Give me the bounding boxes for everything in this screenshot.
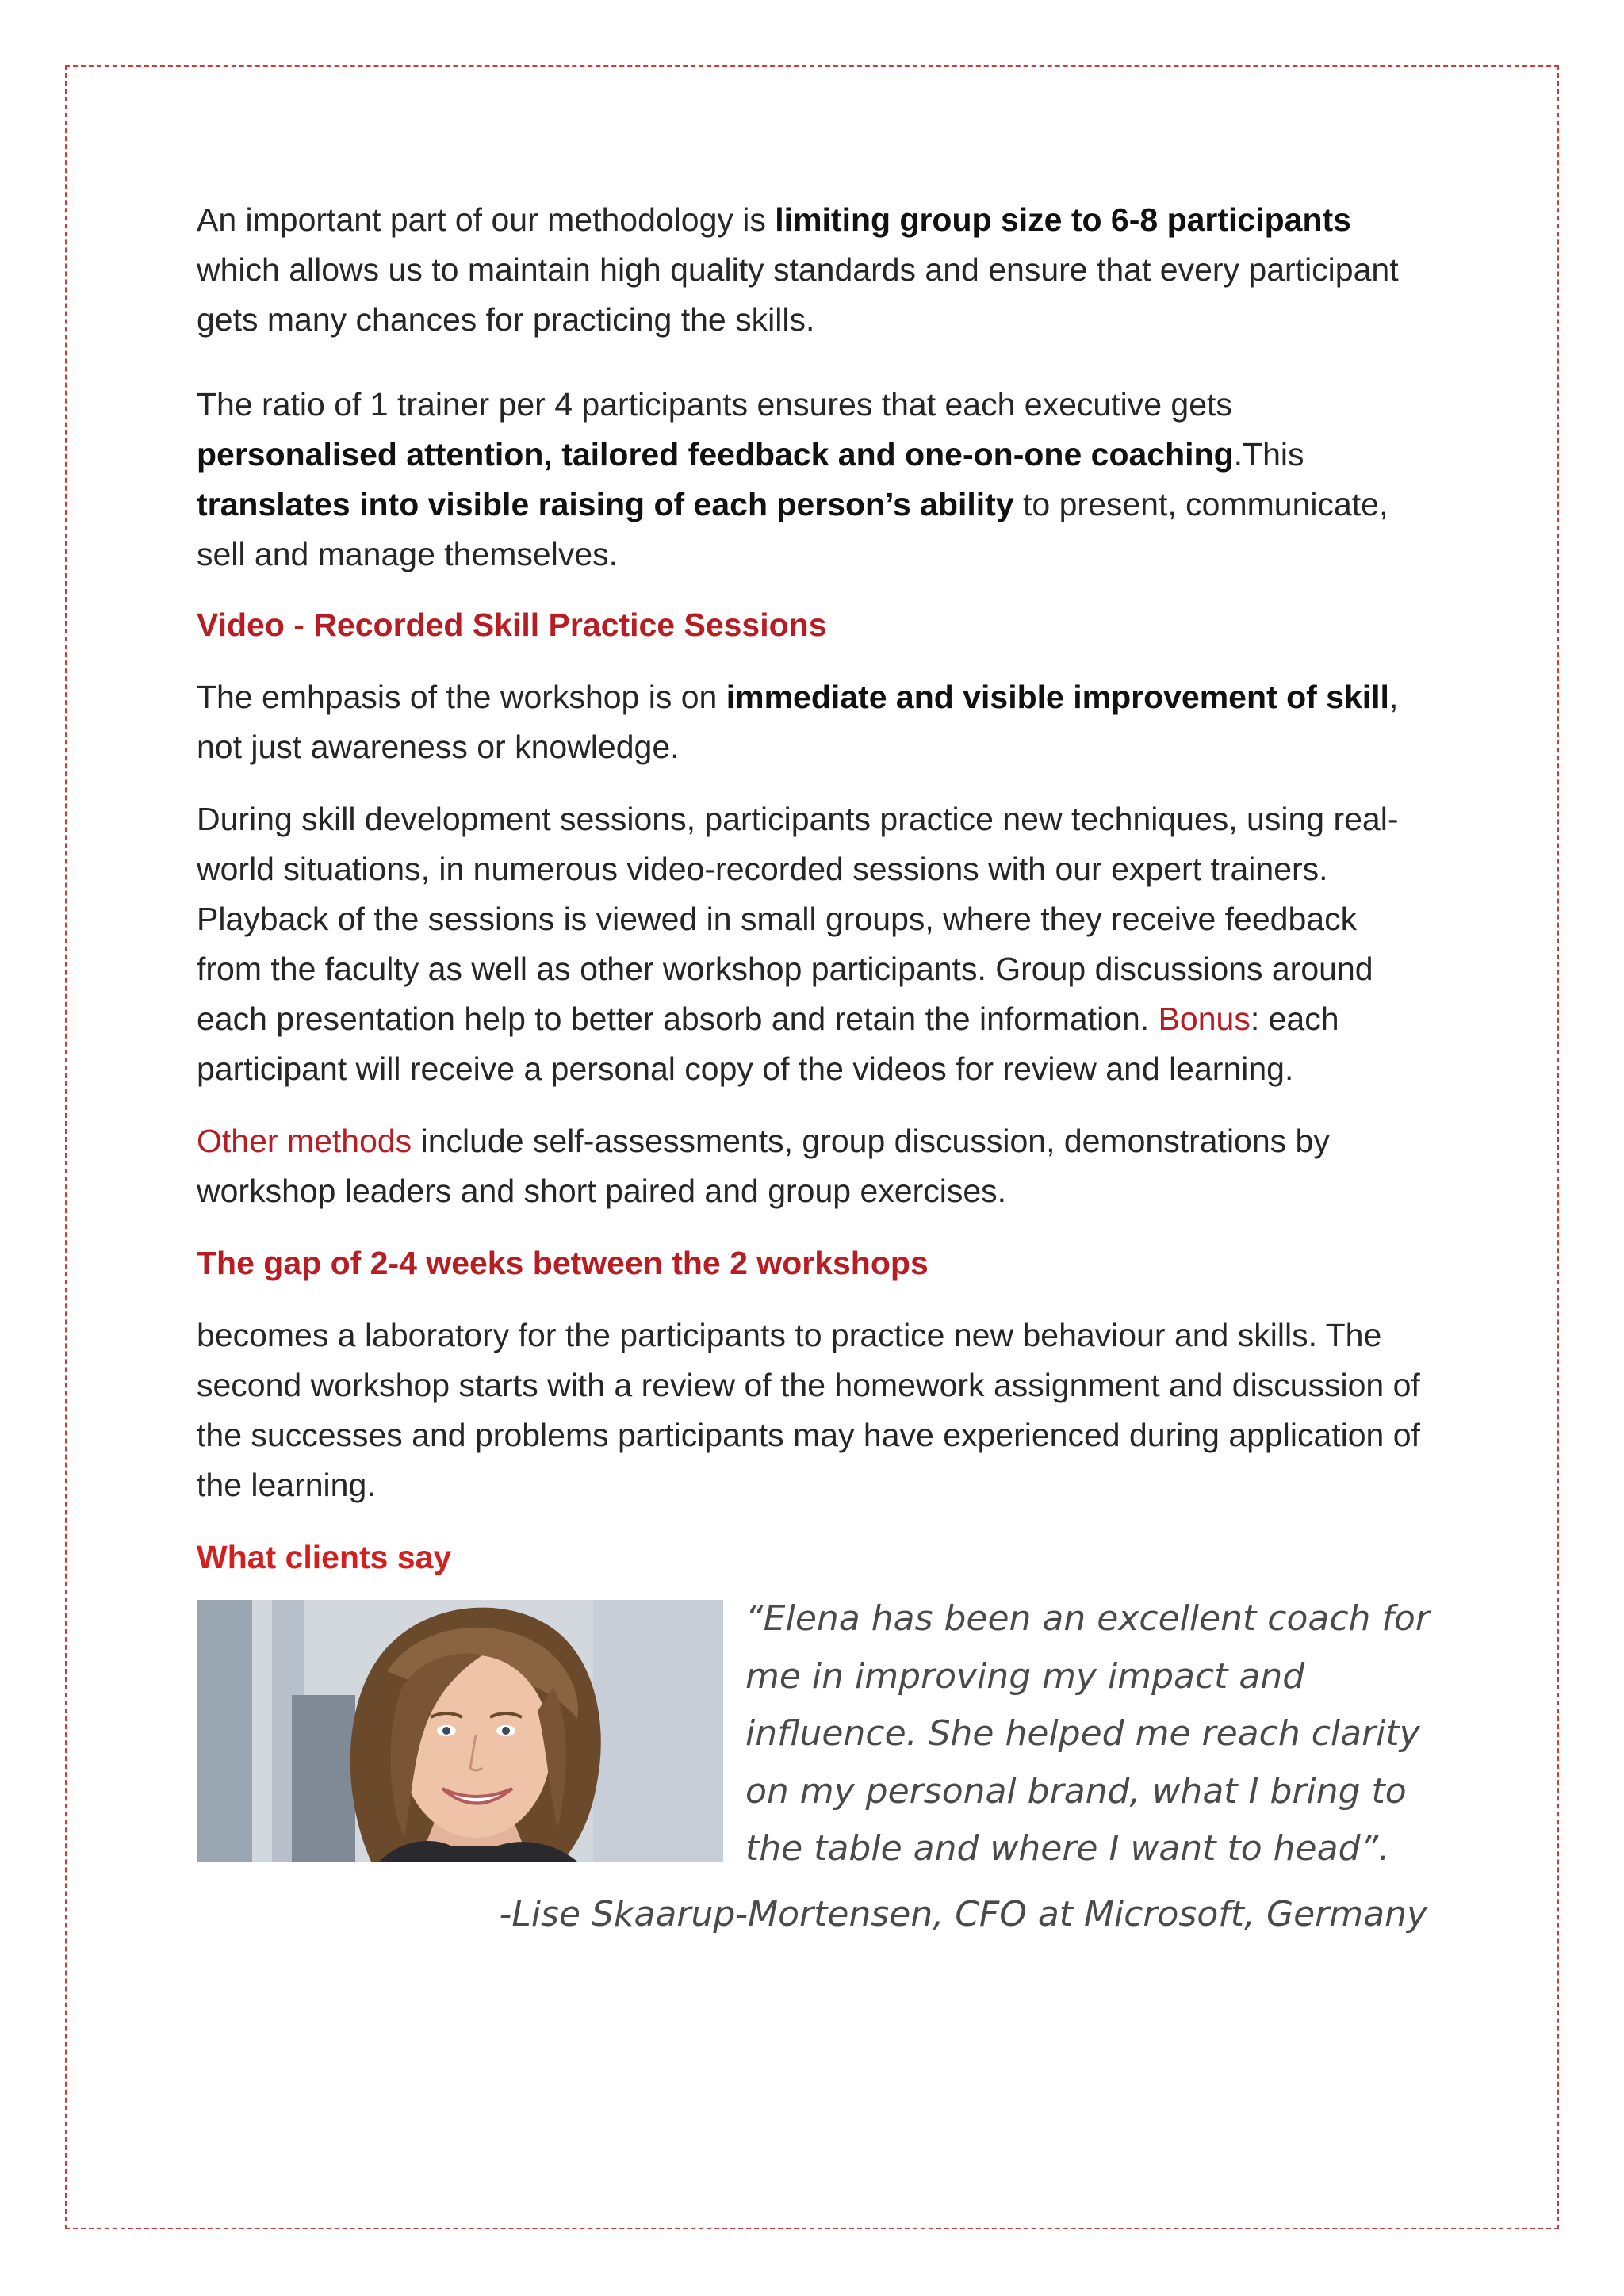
paragraph-skill-development [197, 794, 1427, 1094]
client-photo [197, 1600, 723, 1862]
text-run: An important part of our methodology is [197, 201, 776, 238]
testimonial-quote: “Elena has been an excellent coach for me in improving my impact and influence. She helped me reach clarity on my personal brand, what I bring to the table and where I want to head”. [745, 1598, 1430, 1869]
text-run: which allows us to maintain high quality standards and ensure that every participant gets many chances for practicing the skills. [197, 251, 1399, 338]
text-run: During skill development sessions, participants practice new techniques, using real-world situations, in numerous video-recorded sessions with our expert trainers. Playback of the sessions is viewed in small groups, where they receive feedback from the faculty as well as other workshop participants. Group discussions around each presentation help to better absorb and retain the information. [197, 801, 1399, 1037]
heading-workshop-gap: The gap of 2-4 weeks between the 2 workshops [197, 1245, 929, 1281]
text-run: include self-assessments, group discussion, demonstrations by workshop leaders and short paired and group exercises. [197, 1123, 1330, 1209]
bold-phrase: translates into visible raising of each person’s ability [197, 486, 1014, 522]
text-run: The emhpasis of the workshop is on [197, 679, 726, 715]
paragraph-group-size [197, 195, 1427, 345]
text-run: : each participant will receive a personal copy of the videos for review and learning. [197, 1001, 1339, 1087]
portrait-illustration [197, 1600, 723, 1862]
paragraph-emphasis [197, 672, 1427, 772]
text-run: .This [1233, 436, 1304, 473]
bold-phrase: personalised attention, tailored feedback and one-on-one coaching [197, 436, 1234, 473]
bold-phrase: immediate and visible improvement of skill [726, 679, 1389, 715]
paragraph-other-methods [197, 1116, 1427, 1216]
document-body [197, 195, 1430, 1941]
bonus-label: Bonus [1158, 1001, 1251, 1037]
testimonial [197, 1598, 1430, 1869]
other-methods-label: Other methods [197, 1123, 412, 1159]
testimonial-attribution: -Lise Skaarup-Mortensen, CFO at Microsoft, Germany [499, 1894, 1427, 1934]
paragraph-trainer-ratio [197, 380, 1427, 580]
heading-video-sessions: Video - Recorded Skill Practice Sessions [197, 607, 827, 643]
text-run: The ratio of 1 trainer per 4 participants ensures that each executive gets [197, 386, 1232, 423]
text-run: , not just awareness or knowledge. [197, 679, 1399, 765]
text-run: to present, communicate, sell and manage themselves. [197, 486, 1388, 572]
paragraph-laboratory: becomes a laboratory for the participants to practice new behaviour and skills. The second workshop starts with a review of the homework assignment and discussion of the successes and problems participants may have experienced during application of the learning. [197, 1317, 1420, 1503]
heading-what-clients-say: What clients say [197, 1539, 452, 1575]
bold-phrase: limiting group size to 6-8 participants [775, 201, 1351, 238]
